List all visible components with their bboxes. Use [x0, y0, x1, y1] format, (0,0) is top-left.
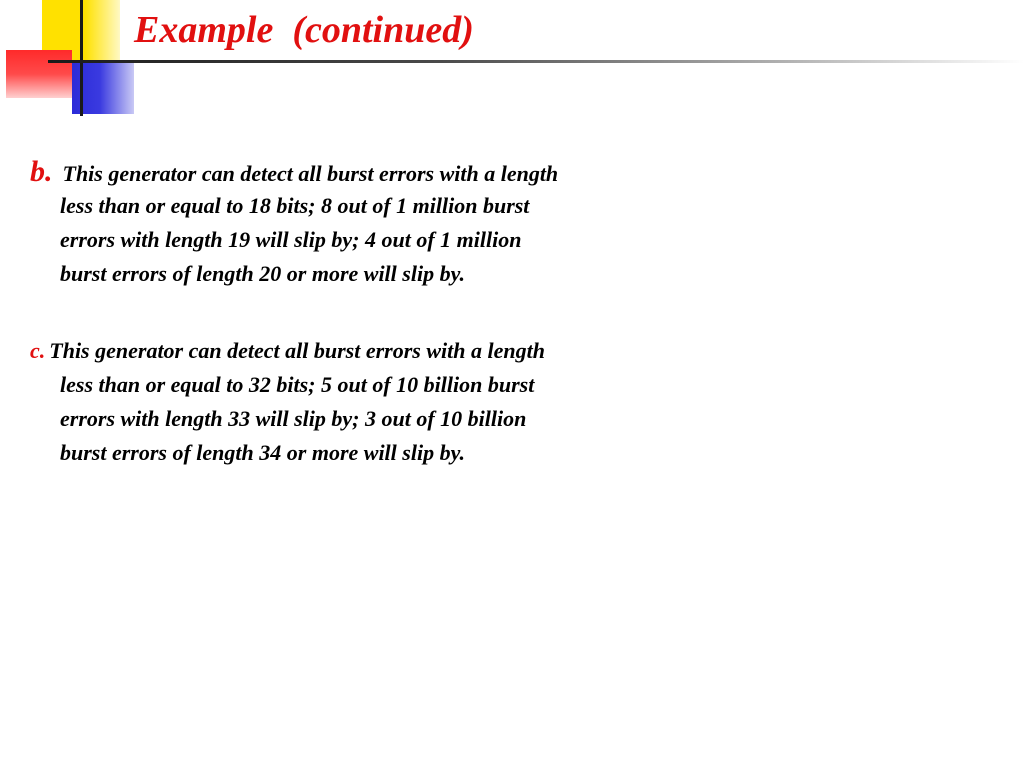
slide-title: Example (continued)	[134, 9, 474, 51]
title-underline	[48, 60, 1024, 63]
item-c-text: This generator can detect all burst errors with a length	[49, 338, 545, 363]
logo-red-square	[6, 50, 72, 98]
item-c-line-3: errors with length 33 will slip by; 3 out of 10 billion	[60, 406, 527, 431]
item-b-text: This generator can detect all burst errors with a length	[62, 161, 559, 186]
item-c-line-2: less than or equal to 32 bits; 5 out of 10 billion burst	[60, 372, 535, 397]
item-b-line-4: burst errors of length 20 or more will slip by.	[60, 261, 466, 286]
item-c-line-4: burst errors of length 34 or more will slip by.	[60, 440, 466, 465]
item-b-marker: b.	[30, 155, 53, 188]
item-c-marker: c.	[30, 338, 46, 363]
item-b-line-2: less than or equal to 18 bits; 8 out of 1 million burst	[60, 193, 530, 218]
item-b-line-1	[30, 155, 730, 189]
item-b	[30, 155, 730, 291]
item-b-line-3: errors with length 19 will slip by; 4 out of 1 million	[60, 227, 522, 252]
item-c-line-1	[30, 334, 730, 368]
item-c	[30, 334, 730, 470]
logo-vertical-line	[80, 0, 83, 116]
